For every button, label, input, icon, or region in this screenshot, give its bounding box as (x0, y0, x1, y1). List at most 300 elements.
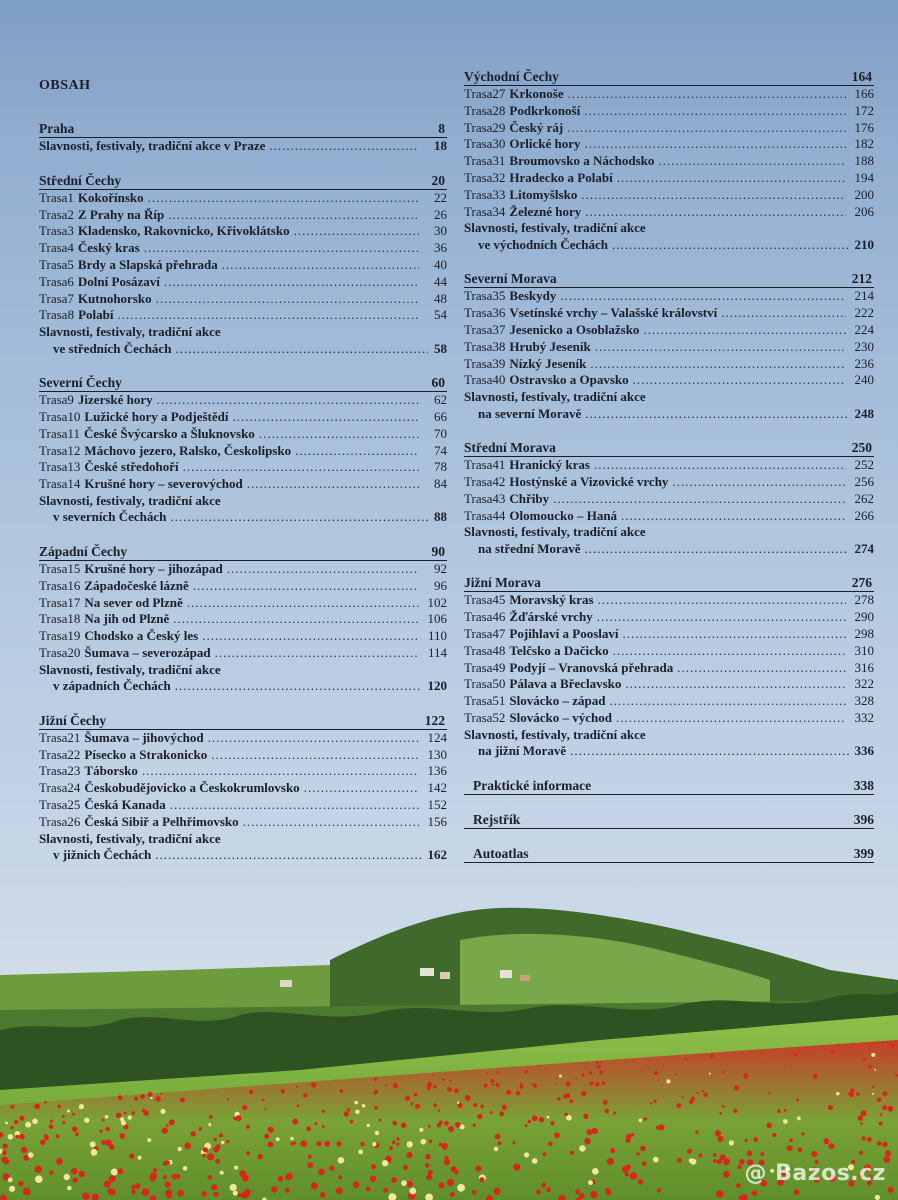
poppy-dot (590, 1081, 594, 1085)
route-page: 48 (434, 290, 447, 306)
route-name: Na jih od Plzně (84, 611, 170, 627)
festival-text: Slavnosti, festivaly, tradiční akce v Praze (39, 138, 266, 153)
poppy-dot (581, 1074, 584, 1077)
poppy-dot (794, 1189, 800, 1195)
poppy-dot (392, 1140, 396, 1144)
toc-section-stredni-morava (464, 439, 874, 557)
poppy-dot (658, 1124, 664, 1130)
festival-region: na střední Moravě (478, 540, 581, 556)
leader-dots (208, 730, 419, 747)
poppy-dot (234, 1166, 238, 1170)
poppy-dot (429, 1140, 433, 1144)
poppy-dot (677, 1158, 682, 1163)
section-title: Východní Čechy (464, 69, 559, 84)
poppy-dot (494, 1147, 499, 1152)
route-row (464, 508, 874, 525)
poppy-dot (490, 1111, 493, 1114)
poppy-dot (131, 1185, 136, 1190)
route-prefix: Trasa (464, 355, 493, 371)
route-row (39, 747, 447, 764)
poppy-dot (150, 1172, 157, 1179)
poppy-dot (322, 1110, 325, 1113)
poppy-dot (141, 1188, 149, 1196)
route-row (39, 207, 447, 224)
poppy-dot (50, 1120, 53, 1123)
route-page: 316 (854, 659, 874, 675)
poppy-dot (723, 1171, 730, 1178)
section-page: 8 (438, 121, 445, 136)
section-heading (39, 374, 447, 392)
poppy-dot (201, 1191, 207, 1197)
route-page: 214 (854, 288, 874, 304)
festival-line1: Slavnosti, festivaly, tradiční akce (39, 661, 221, 677)
route-prefix: Trasa (39, 577, 68, 593)
route-row (464, 339, 874, 356)
poppy-dot (118, 1095, 123, 1100)
route-name: Česká Kanada (84, 796, 166, 812)
route-number: 17 (67, 594, 81, 610)
poppy-dot (303, 1093, 307, 1097)
poppy-dot (729, 1140, 734, 1145)
poppy-dot (486, 1072, 488, 1074)
poppy-dot (318, 1169, 325, 1176)
route-prefix: Trasa (464, 507, 493, 523)
section-heading (464, 68, 874, 86)
poppy-dot (215, 1159, 220, 1164)
poppy-dot (852, 1043, 854, 1045)
route-prefix: Trasa (39, 729, 68, 745)
poppy-dot (62, 1115, 65, 1118)
route-page: 332 (854, 709, 874, 725)
poppy-dot (169, 1119, 175, 1125)
poppy-dot (84, 1118, 89, 1123)
leader-dots (175, 678, 422, 695)
poppy-dot (550, 1121, 554, 1125)
route-name: České Švýcarsko a Šluknovsko (83, 425, 255, 441)
poppy-dot (121, 1120, 126, 1125)
poppy-dot (8, 1134, 14, 1140)
poppy-dot (160, 1109, 165, 1114)
route-row (39, 595, 447, 612)
poppy-dot (391, 1177, 397, 1183)
poppy-dot (403, 1165, 408, 1170)
section-title: Střední Morava (464, 440, 556, 456)
poppy-dot (879, 1042, 880, 1043)
route-prefix: Trasa (39, 763, 68, 779)
poppy-dot (165, 1181, 171, 1187)
festival-region: v severních Čechách (53, 509, 167, 525)
festival-line1: Slavnosti, festivaly, tradiční akce (464, 389, 646, 405)
route-name: Krušné hory – jihozápad (84, 560, 223, 576)
route-page: 156 (427, 813, 447, 829)
poppy-dot (316, 1141, 321, 1146)
route-page: 40 (434, 256, 447, 272)
festival-region: ve středních Čechách (53, 340, 172, 356)
poppy-dot (546, 1187, 551, 1192)
poppy-dot (733, 1109, 737, 1113)
leader-dots (672, 474, 846, 491)
section-page: 276 (851, 575, 872, 591)
route-name: Jizerské hory (77, 392, 153, 408)
leader-dots (294, 223, 419, 240)
route-name: Šumava – jihovýchod (84, 729, 204, 745)
route-prefix: Trasa (464, 186, 493, 202)
route-number: 28 (492, 102, 506, 118)
poppy-dot (581, 1091, 586, 1096)
route-prefix: Trasa (39, 240, 68, 256)
route-name: Litomyšlsko (509, 186, 578, 202)
poppy-dot (885, 1150, 891, 1156)
route-row (464, 491, 874, 508)
festival-line1: Slavnosti, festivaly, tradiční akce (39, 830, 221, 846)
poppy-dot (717, 1159, 722, 1164)
poppy-dot (405, 1096, 410, 1101)
poppy-dot (606, 1190, 612, 1196)
poppy-dot (347, 1108, 350, 1111)
poppy-dot (653, 1157, 659, 1163)
poppy-dot (525, 1070, 528, 1073)
route-name: Železné hory (509, 203, 582, 219)
poppy-dot (862, 1136, 866, 1140)
poppy-dot (593, 1129, 598, 1134)
poppy-dot (495, 1083, 499, 1087)
poppy-dot (704, 1093, 708, 1097)
leader-dots (617, 170, 846, 187)
poppy-dot (555, 1083, 557, 1085)
route-number: 39 (492, 355, 506, 371)
route-prefix: Trasa (464, 102, 493, 118)
poppy-dot (220, 1171, 224, 1175)
section-title: Jižní Morava (464, 575, 541, 591)
festival-entry (39, 493, 447, 526)
poppy-dot (67, 1186, 72, 1191)
festival-entry (39, 662, 447, 695)
route-page: 194 (854, 169, 874, 185)
poppy-dot (653, 1100, 656, 1103)
leader-dots (622, 626, 846, 643)
route-prefix: Trasa (39, 307, 68, 323)
poppy-dot (603, 1100, 608, 1105)
festival-line1: Slavnosti, festivaly, tradiční akce (464, 726, 646, 742)
festival-entry (39, 831, 447, 864)
poppy-dot (557, 1097, 561, 1101)
route-number: 24 (67, 780, 81, 796)
poppy-dot (268, 1127, 274, 1133)
route-prefix: Trasa (39, 392, 68, 408)
poppy-dot (477, 1114, 482, 1119)
festival-region: ve východních Čechách (478, 236, 608, 252)
poppy-dot (297, 1104, 300, 1107)
section-title: Severní Čechy (39, 375, 122, 391)
poppy-dot (148, 1092, 153, 1097)
poppy-dot (790, 1067, 792, 1069)
route-name: České středohoří (84, 459, 179, 475)
poppy-dot (872, 1093, 874, 1095)
route-number: 52 (492, 709, 506, 725)
festival-page: 248 (854, 405, 874, 421)
poppy-dot (747, 1151, 753, 1157)
poppy-dot (575, 1189, 580, 1194)
poppy-dot (630, 1172, 637, 1179)
poppy-dot (213, 1147, 219, 1153)
poppy-dot (532, 1115, 538, 1121)
poppy-dot (25, 1122, 31, 1128)
poppy-dot (709, 1073, 711, 1075)
poppy-dot (230, 1184, 237, 1191)
poppy-dot (766, 1123, 772, 1129)
route-page: 222 (854, 305, 874, 321)
poppy-dot (622, 1166, 629, 1173)
poppy-dot (101, 1140, 106, 1145)
route-name: Moravský kras (509, 592, 594, 608)
route-number: 2 (67, 206, 74, 222)
poppy-dot (472, 1190, 477, 1195)
route-prefix: Trasa (464, 676, 493, 692)
poppy-dot (452, 1167, 457, 1172)
leader-dots (168, 207, 419, 224)
poppy-dot (457, 1184, 465, 1192)
poppy-dot (63, 1174, 69, 1180)
poppy-dot (311, 1182, 318, 1189)
poppy-dot (49, 1170, 53, 1174)
poppy-dot (116, 1113, 121, 1118)
poppy-dot (396, 1143, 399, 1146)
poppy-dot (370, 1176, 377, 1183)
poppy-dot (875, 1195, 880, 1200)
leader-dots (144, 240, 419, 257)
route-name: Jesenicko a Osoblažsko (509, 321, 640, 337)
poppy-dot (599, 1070, 603, 1074)
poppy-dot (512, 1141, 515, 1144)
poppy-dot (475, 1166, 481, 1172)
festival-line2 (464, 743, 874, 760)
leader-dots (677, 660, 846, 677)
route-name: Chodsko a Český les (84, 628, 199, 644)
route-number: 34 (492, 203, 506, 219)
poppy-dot (308, 1155, 312, 1159)
poppy-dot (789, 1139, 793, 1143)
poppy-dot (73, 1178, 78, 1183)
route-page: 256 (854, 473, 874, 489)
poppy-dot (657, 1188, 661, 1192)
route-number: 47 (492, 625, 506, 641)
route-number: 15 (67, 560, 81, 576)
poppy-dot (722, 1071, 725, 1074)
poppy-dot (636, 1152, 640, 1156)
route-name: Máchovo jezero, Ralsko, Českolipsko (84, 442, 292, 458)
route-name: Hradecko a Polabí (509, 169, 613, 185)
route-page: 322 (854, 676, 874, 692)
poppy-dot (338, 1157, 345, 1164)
poppy-dot (607, 1158, 614, 1165)
route-number: 11 (67, 425, 80, 441)
poppy-dot (877, 1141, 882, 1146)
poppy-dot (794, 1053, 797, 1056)
poppy-dot (428, 1170, 433, 1175)
poppy-dot (689, 1158, 694, 1163)
route-name: Hrubý Jeseník (509, 338, 591, 354)
poppy-dot (716, 1190, 724, 1198)
festival-page: 120 (427, 678, 447, 694)
poppy-dot (71, 1168, 78, 1175)
poppy-dot (559, 1075, 562, 1078)
poppy-dot (473, 1103, 477, 1107)
route-row (39, 628, 447, 645)
poppy-dot (719, 1112, 722, 1115)
route-number: 3 (67, 223, 74, 239)
leader-dots (568, 86, 846, 103)
route-row (464, 372, 874, 389)
poppy-dot (473, 1124, 476, 1127)
poppy-dot (207, 1153, 214, 1160)
poppy-dot (600, 1061, 602, 1063)
leader-dots (597, 609, 846, 626)
route-name: Brdy a Slapská přehrada (77, 256, 218, 272)
route-page: 278 (854, 592, 874, 608)
route-row (39, 797, 447, 814)
poppy-dot (237, 1193, 242, 1198)
poppy-dot (682, 1096, 684, 1098)
poppy-dot (344, 1111, 349, 1116)
route-name: Vsetínské vrchy – Valašské království (509, 305, 718, 321)
leader-dots (118, 307, 419, 324)
poppy-dot (372, 1142, 376, 1146)
route-row (39, 291, 447, 308)
route-number: 21 (67, 729, 81, 745)
poppy-dot (2, 1150, 7, 1155)
poppy-dot (124, 1112, 127, 1115)
route-page: 92 (434, 560, 447, 576)
poppy-dot (760, 1152, 764, 1156)
route-page: 176 (854, 119, 874, 135)
poppy-dot (153, 1168, 157, 1172)
poppy-dot (9, 1186, 15, 1192)
poppy-dot (389, 1146, 393, 1150)
poppy-dot (374, 1077, 378, 1081)
poppy-dot (860, 1122, 863, 1125)
route-name: Krkonoše (509, 86, 564, 101)
route-row (464, 170, 874, 187)
poppy-dot (584, 1138, 590, 1144)
route-number: 49 (492, 659, 506, 675)
route-number: 18 (67, 611, 81, 627)
festival-page: 210 (854, 236, 874, 252)
leader-dots (164, 274, 419, 291)
route-number: 1 (67, 189, 74, 205)
poppy-dot (689, 1100, 694, 1105)
poppy-dot (276, 1137, 280, 1141)
route-row (39, 763, 447, 780)
route-prefix: Trasa (39, 189, 68, 205)
route-row (464, 153, 874, 170)
route-prefix: Trasa (39, 256, 68, 272)
route-prefix: Trasa (39, 408, 68, 424)
poppy-dot (457, 1102, 459, 1104)
route-page: 30 (434, 223, 447, 239)
poppy-dot (613, 1112, 616, 1115)
poppy-dot (752, 1190, 758, 1196)
poppy-dot (887, 1041, 889, 1043)
poppy-dot (856, 1092, 860, 1096)
route-row (39, 409, 447, 426)
poppy-dot (639, 1119, 643, 1123)
route-page: 252 (854, 457, 874, 473)
poppy-dot (666, 1079, 670, 1083)
route-page: 26 (434, 206, 447, 222)
poppy-dot (219, 1133, 223, 1137)
poppy-dot (525, 1124, 528, 1127)
poppy-dot (710, 1054, 714, 1058)
section-title: Střední Čechy (39, 172, 122, 188)
poppy-dot (385, 1084, 387, 1086)
route-number: 19 (67, 628, 81, 644)
toc-section-vychodni-cechy (464, 68, 874, 253)
route-number: 45 (492, 592, 506, 608)
poppy-dot (498, 1141, 502, 1145)
poppy-dot (449, 1080, 451, 1082)
route-prefix: Trasa (464, 86, 493, 101)
poppy-dot (11, 1126, 14, 1129)
route-page: 200 (854, 186, 874, 202)
poppy-dot (336, 1187, 343, 1194)
route-page: 110 (427, 628, 447, 644)
poppy-dot (11, 1105, 15, 1109)
poppy-dot (379, 1119, 382, 1122)
route-number: 22 (67, 746, 81, 762)
poppy-dot (3, 1159, 9, 1165)
poppy-dot (292, 1119, 298, 1125)
poppy-dot (214, 1138, 217, 1141)
toc-title: OBSAH (39, 78, 91, 93)
route-number: 12 (67, 442, 81, 458)
poppy-dot (858, 1116, 863, 1121)
route-row (464, 356, 874, 373)
route-name: Ostravsko a Opavsko (509, 372, 629, 388)
festival-line1: Slavnosti, festivaly, tradiční akce (39, 324, 221, 340)
poppy-dot (745, 1139, 748, 1142)
route-name: Na sever od Plzně (84, 594, 183, 610)
poppy-dot (162, 1128, 168, 1134)
poppy-dot (107, 1188, 112, 1193)
poppy-dot (454, 1088, 459, 1093)
route-prefix: Trasa (39, 476, 68, 492)
poppy-dot (483, 1083, 487, 1087)
route-row (39, 459, 447, 476)
poppy-dot (831, 1051, 834, 1054)
poppy-dot (165, 1189, 172, 1196)
poppy-dot (106, 1127, 110, 1131)
route-row (464, 288, 874, 305)
route-prefix: Trasa (39, 560, 68, 576)
poppy-dot (350, 1120, 354, 1124)
route-row (39, 780, 447, 797)
leader-dots (148, 190, 419, 207)
landscape-photo (0, 880, 898, 1200)
poppy-dot (336, 1141, 341, 1146)
poppy-dot (595, 1082, 600, 1087)
poppy-dot (91, 1149, 98, 1156)
poppy-dot (566, 1081, 571, 1086)
poppy-dot (874, 1069, 876, 1071)
route-page: 152 (427, 796, 447, 812)
poppy-dot (592, 1168, 599, 1175)
route-page: 172 (854, 102, 874, 118)
poppy-dot (242, 1191, 249, 1198)
poppy-dot (311, 1082, 316, 1087)
poppy-dot (713, 1159, 717, 1163)
poppy-dot (128, 1115, 132, 1119)
poppy-dot (713, 1153, 717, 1157)
